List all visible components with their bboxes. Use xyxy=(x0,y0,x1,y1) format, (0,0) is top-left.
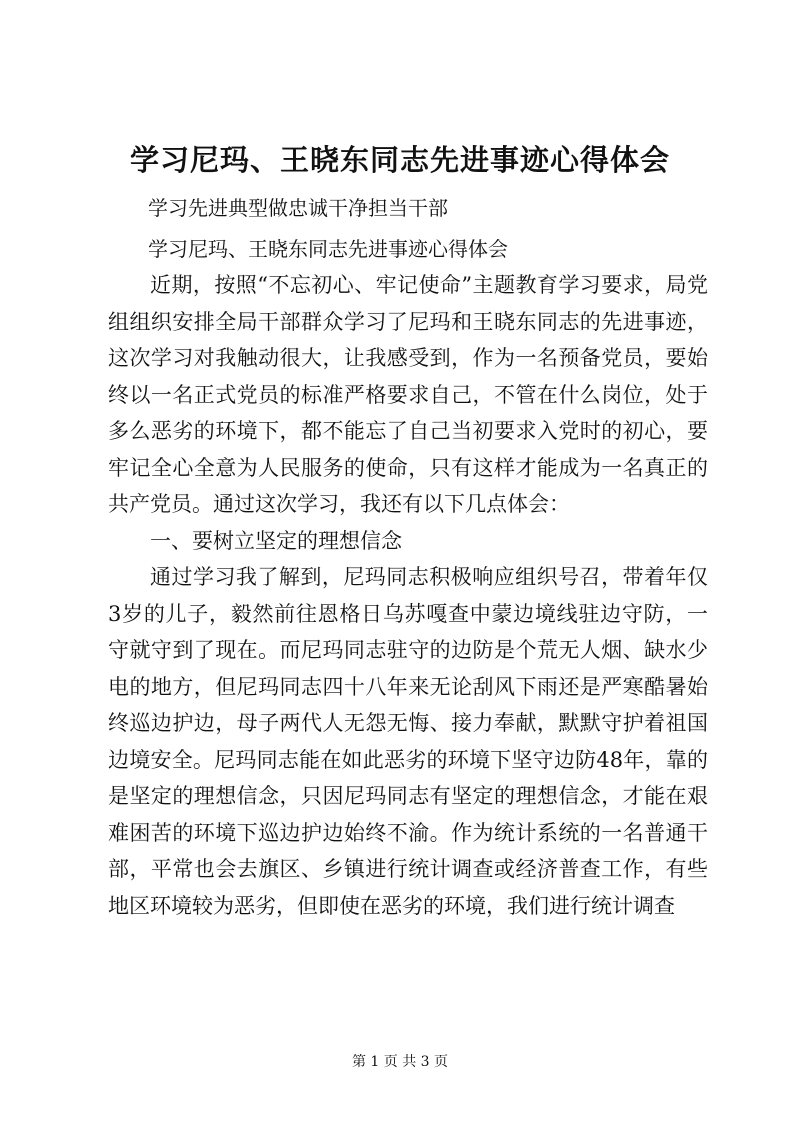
document-body xyxy=(108,267,708,924)
page-footer: 第 1 页 共 3 页 xyxy=(351,1054,449,1070)
document-title: 学习尼玛、王晓东同志先进事迹心得体会 xyxy=(129,143,670,177)
paragraph-intro: 近期，按照“不忘初心、牢记使命”主题教育学习要求，局党组组织安排全局干部群众学习了尼玛和王晓东同志的先进事迹，这次学习对我触动很大，让我感受到，作为一名预备党员，要始终以一名正式党员的标准严格要求自己，不管在什么岗位，处于多么恶劣的环境下，都不能忘了自己当初要求入党时的初心，要牢记全心全意为人民服务的使命，只有这样才能成为一名真正的共产党员。通过这次学习，我还有以下几点体会： xyxy=(108,273,708,516)
subtitle-second: 学习尼玛、王晓东同志先进事迹心得体会 xyxy=(148,237,508,261)
paragraph-nima-story: 通过学习我了解到，尼玛同志积极响应组织号召，带着年仅3岁的儿子，毅然前往恩格日乌苏嘎查中蒙边境线驻边守防，一守就守到了现在。而尼玛同志驻守的边防是个荒无人烟、缺水少电的地方，但尼玛同志四十八年来无论刮风下雨还是严寒酷暑始终巡边护边，母子两代人无怨无悔、接力奉献，默默守护着祖国边境安全。尼玛同志能在如此恶劣的环境下坚守边防48年，靠的是坚定的理想信念，只因尼玛同志有坚定的理想信念，才能在艰难困苦的环境下巡边护边始终不渝。作为统计系统的一名普通干部，平常也会去旗区、乡镇进行统计调查或经济普查工作，有些地区环境较为恶劣，但即使在恶劣的环境，我们进行统计调查 xyxy=(108,565,708,918)
section-heading: 一、要树立坚定的理想信念 xyxy=(150,528,402,553)
subtitle-first: 学习先进典型做忠诚干净担当干部 xyxy=(148,196,448,220)
